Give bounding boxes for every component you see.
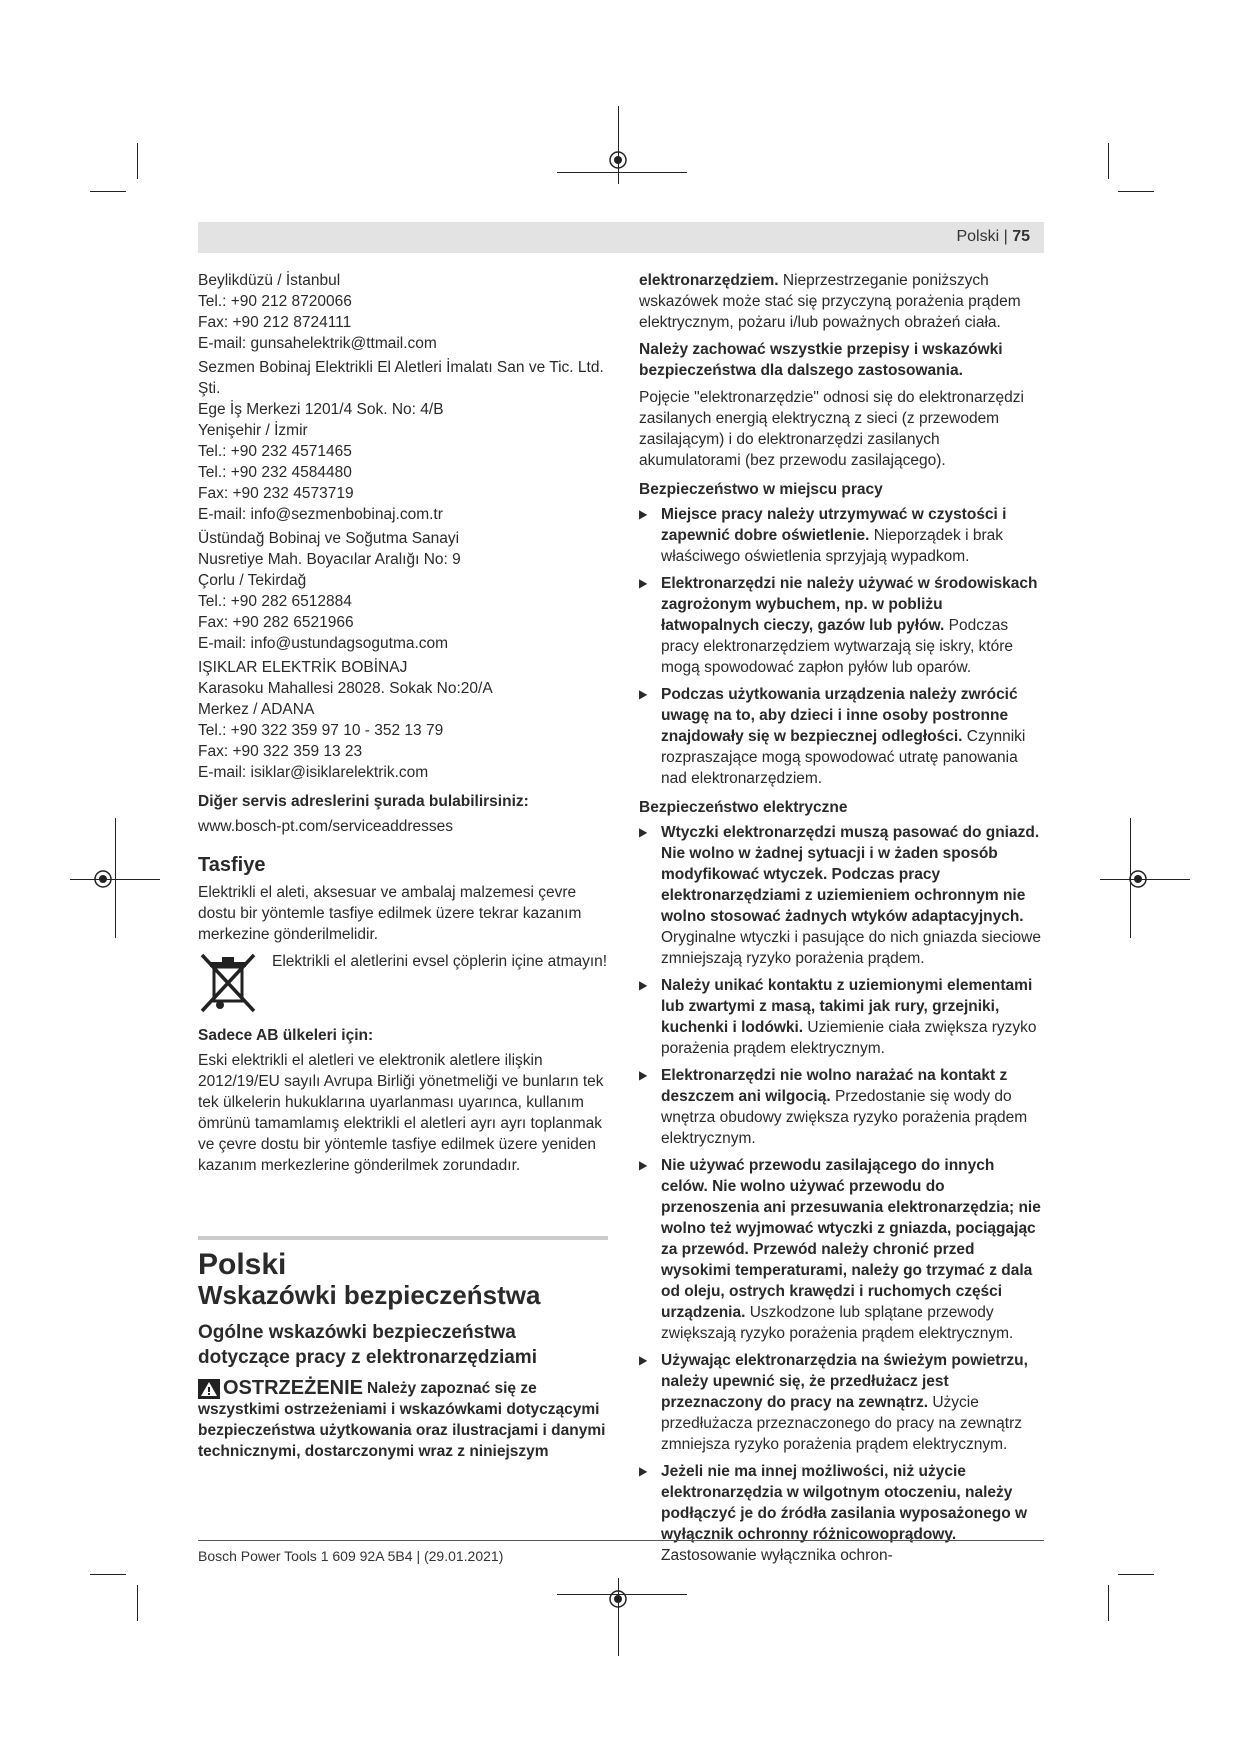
page-footer: Bosch Power Tools 1 609 92A 5B4 | (29.01.2021) bbox=[198, 1548, 504, 1564]
address-block bbox=[198, 657, 608, 783]
disposal-text: Elektrikli el aleti, aksesuar ve ambalaj malzemesi çevre dostu bir yöntemle tasfiye edilmek üzere tekrar kazanım merkezine gönderilmelidir. bbox=[198, 884, 582, 943]
safety-item: ▶ Podczas użytkowania urządzenia należy zwrócić uwagę na to, aby dzieci i inne osoby postronne znajdowały się w bezpiecznej odległości. Czynniki rozpraszające mogą spowodować utratę panowania nad elektronarzędziem. bbox=[639, 684, 1044, 789]
crop-mark bbox=[90, 1574, 126, 1575]
safety-item: ▶ Wtyczki elektronarzędzi muszą pasować do gniazd. Nie wolno w żadnej sytuacji i w żaden sposób modyfikować wtyczek. Podczas pracy elektronarzędziami z uziemieniem ochronnym nie wolno stosować żadnych wtyków adaptacyjnych. Oryginalne wtyczki i pasujące do nich gniazda sieciowe zmniejszają ryzyko porażenia prądem. bbox=[639, 822, 1044, 969]
warning-triangle-icon bbox=[198, 1379, 220, 1399]
address-line: IŞIKLAR ELEKTRİK BOBİNAJ bbox=[198, 659, 408, 676]
header-label: Polski | 75 bbox=[956, 228, 1030, 245]
general-title: Ogólne wskazówki bezpieczeństwa dotyczące pracy z elektronarzędziami bbox=[198, 1322, 537, 1368]
crossed-bin-icon bbox=[198, 951, 258, 1013]
address-line: Tel.: +90 212 8720066 bbox=[198, 293, 352, 310]
language-title: Polski bbox=[198, 1248, 287, 1281]
safety-item: ▶ Jeżeli nie ma innej możliwości, niż użycie elektronarzędzia w wilgotnym otoczeniu, należy podłączyć je do źródła zasilania wyposażonego w wyłącznik ochronny różnicowoprądowy. Zastosowanie wyłącznika ochron- bbox=[639, 1461, 1044, 1566]
electrical-safety-list bbox=[639, 822, 1044, 1566]
address-line: E-mail: isiklar@isiklarelektrik.com bbox=[198, 764, 429, 781]
address-line: Fax: +90 212 8724111 bbox=[198, 314, 352, 331]
safety-item: ▶ Elektronarzędzi nie należy używać w środowiskach zagrożonym wybuchem, np. w pobliżu łatwopalnych cieczy, gazów lub pyłów. Podczas pracy elektronarzędziem wytwarzają się iskry, które mogą spowodować zapłon pyłów lub oparów. bbox=[639, 573, 1044, 678]
address-line: Tel.: +90 322 359 97 10 - 352 13 79 bbox=[198, 722, 444, 739]
address-block bbox=[198, 270, 608, 354]
service-url: www.bosch-pt.com/serviceaddresses bbox=[198, 818, 453, 835]
address-line: Fax: +90 322 359 13 23 bbox=[198, 743, 363, 760]
crop-mark bbox=[1130, 818, 1131, 938]
eu-text: Eski elektrikli el aletleri ve elektronik aletlere ilişkin 2012/19/EU sayılı Avrupa Birliği yönetmeliği ve bunların tek tek ülkelerin hukuklarına uyarlanması uyarınca, kullanım ömrünü tamamlamış elektrikli el aletleri ayrı ayrı toplanmak ve çevre dostu bir yöntemle tasfiye edilmek üzere yeniden kazanım merkezlerine gönderilmek zorundadır. bbox=[198, 1052, 604, 1174]
safety-item: ▶ Używając elektronarzędzia na świeżym powietrzu, należy upewnić się, że przedłużacz jest przeznaczony do pracy na zewnątrz. Użycie przedłużacza przeznaczonego do pracy na zewnątrz zmniejsza ryzyko porażenia prądem elektrycznym. bbox=[639, 1350, 1044, 1455]
safety-item: ▶ Miejsce pracy należy utrzymywać w czystości i zapewnić dobre oświetlenie. Nieporządek i brak właściwego oświetlenia sprzyjają wypadkom. bbox=[639, 504, 1044, 567]
work-safety-heading: Bezpieczeństwo w miejscu pracy bbox=[639, 481, 883, 498]
address-line: Karasoku Mahallesi 28028. Sokak No:20/A bbox=[198, 680, 493, 697]
crop-mark bbox=[1108, 143, 1109, 179]
address-line: Beylikdüzü / İstanbul bbox=[198, 272, 341, 289]
weee-note bbox=[198, 951, 608, 1013]
address-line: Nusretiye Mah. Boyacılar Aralığı No: 9 bbox=[198, 551, 461, 568]
address-line: Yenişehir / İzmir bbox=[198, 422, 308, 439]
footer-rule bbox=[198, 1540, 1044, 1541]
address-line: Merkez / ADANA bbox=[198, 701, 315, 718]
intro-paragraph: elektronarzędziem. Nieprzestrzeganie poniższych wskazówek może stać się przyczyną porażenia prądem elektrycznym, pożaru i/lub poważnych obrażeń ciała. bbox=[639, 272, 1021, 331]
electrical-safety-heading: Bezpieczeństwo elektryczne bbox=[639, 799, 848, 816]
crop-mark bbox=[137, 143, 138, 179]
service-heading: Diğer servis adreslerini şurada bulabilirsiniz: bbox=[198, 793, 529, 810]
address-line: Sezmen Bobinaj Elektrikli El Aletleri İmalatı San ve Tic. Ltd. Şti. bbox=[198, 359, 604, 397]
right-column bbox=[639, 270, 1044, 1572]
crop-mark bbox=[1108, 1585, 1109, 1621]
address-line: Tel.: +90 282 6512884 bbox=[198, 593, 352, 610]
crop-mark bbox=[1118, 1574, 1154, 1575]
keep-instructions: Należy zachować wszystkie przepisy i wskazówki bezpieczeństwa dla dalszego zastosowania. bbox=[639, 341, 1003, 379]
address-line: Fax: +90 282 6521966 bbox=[198, 614, 354, 631]
left-column bbox=[198, 270, 608, 1462]
warning-label: OSTRZEŻENIE bbox=[198, 1378, 363, 1399]
address-line: Çorlu / Tekirdağ bbox=[198, 572, 307, 589]
section-divider bbox=[198, 1236, 608, 1240]
safety-title: Wskazówki bezpieczeństwa bbox=[198, 1280, 541, 1310]
crop-mark bbox=[618, 1578, 619, 1656]
safety-item: ▶ Nie używać przewodu zasilającego do innych celów. Nie wolno używać przewodu do przenoszenia ani przesuwania elektronarzędzia; nie wolno też wyjmować wtyczki z gniazda, pociągając za przewód. Przewód należy chronić przed wysokimi temperaturami, należy go trzymać z dala od oleju, ostrych krawędzi i ruchomych części urządzenia. Uszkodzone lub splątane przewody zwiększają ryzyko porażenia prądem elektrycznym. bbox=[639, 1155, 1044, 1344]
warning-block bbox=[198, 1378, 608, 1462]
address-block bbox=[198, 357, 608, 525]
page-header bbox=[198, 222, 1044, 253]
term-definition: Pojęcie "elektronarzędzie" odnosi się do elektronarzędzi zasilanych energią elektryczną z sieci (z przewodem zasilającym) i do elektronarzędzi zasilanych akumulatorami (bez przewodu zasilającego). bbox=[639, 389, 1024, 469]
crop-mark bbox=[1100, 879, 1190, 880]
eu-heading: Sadece AB ülkeleri için: bbox=[198, 1027, 374, 1044]
crop-mark bbox=[1118, 191, 1154, 192]
address-line: Üstündağ Bobinaj ve Soğutma Sanayi bbox=[198, 530, 460, 547]
address-line: E-mail: info@ustundagsogutma.com bbox=[198, 635, 449, 652]
crop-mark bbox=[90, 191, 126, 192]
crop-mark bbox=[557, 172, 687, 173]
address-line: Tel.: +90 232 4571465 bbox=[198, 443, 352, 460]
service-addresses bbox=[198, 270, 608, 783]
disposal-heading: Tasfiye bbox=[198, 854, 266, 876]
safety-item: ▶ Elektronarzędzi nie wolno narażać na kontakt z deszczem ani wilgocią. Przedostanie się wody do wnętrza obudowy zwiększa ryzyko porażenia prądem elektrycznym. bbox=[639, 1065, 1044, 1149]
address-line: Ege İş Merkezi 1201/4 Sok. No: 4/B bbox=[198, 401, 444, 418]
crop-mark bbox=[70, 879, 160, 880]
crop-mark bbox=[115, 818, 116, 938]
address-line: E-mail: info@sezmenbobinaj.com.tr bbox=[198, 506, 443, 523]
address-block bbox=[198, 528, 608, 654]
crop-mark bbox=[137, 1585, 138, 1621]
address-line: Fax: +90 232 4573719 bbox=[198, 485, 354, 502]
warning-text: Należy zapoznać się ze wszystkimi ostrzeżeniami i wskazówkami dotyczącymi bezpieczeństwa użytkowania oraz ilustracjami i danymi technicznymi, dostarczonymi wraz z niniejszym bbox=[198, 1380, 606, 1460]
weee-text: Elektrikli el aletlerini evsel çöplerin içine atmayın! bbox=[272, 953, 608, 970]
address-line: E-mail: gunsahelektrik@ttmail.com bbox=[198, 335, 437, 352]
crop-mark bbox=[557, 1594, 687, 1595]
work-safety-list bbox=[639, 504, 1044, 789]
safety-item: ▶ Należy unikać kontaktu z uziemionymi elementami lub zwartymi z masą, takimi jak rury, grzejniki, kuchenki i lodówki. Uziemienie ciała zwiększa ryzyko porażenia prądem elektrycznym. bbox=[639, 975, 1044, 1059]
address-line: Tel.: +90 232 4584480 bbox=[198, 464, 352, 481]
